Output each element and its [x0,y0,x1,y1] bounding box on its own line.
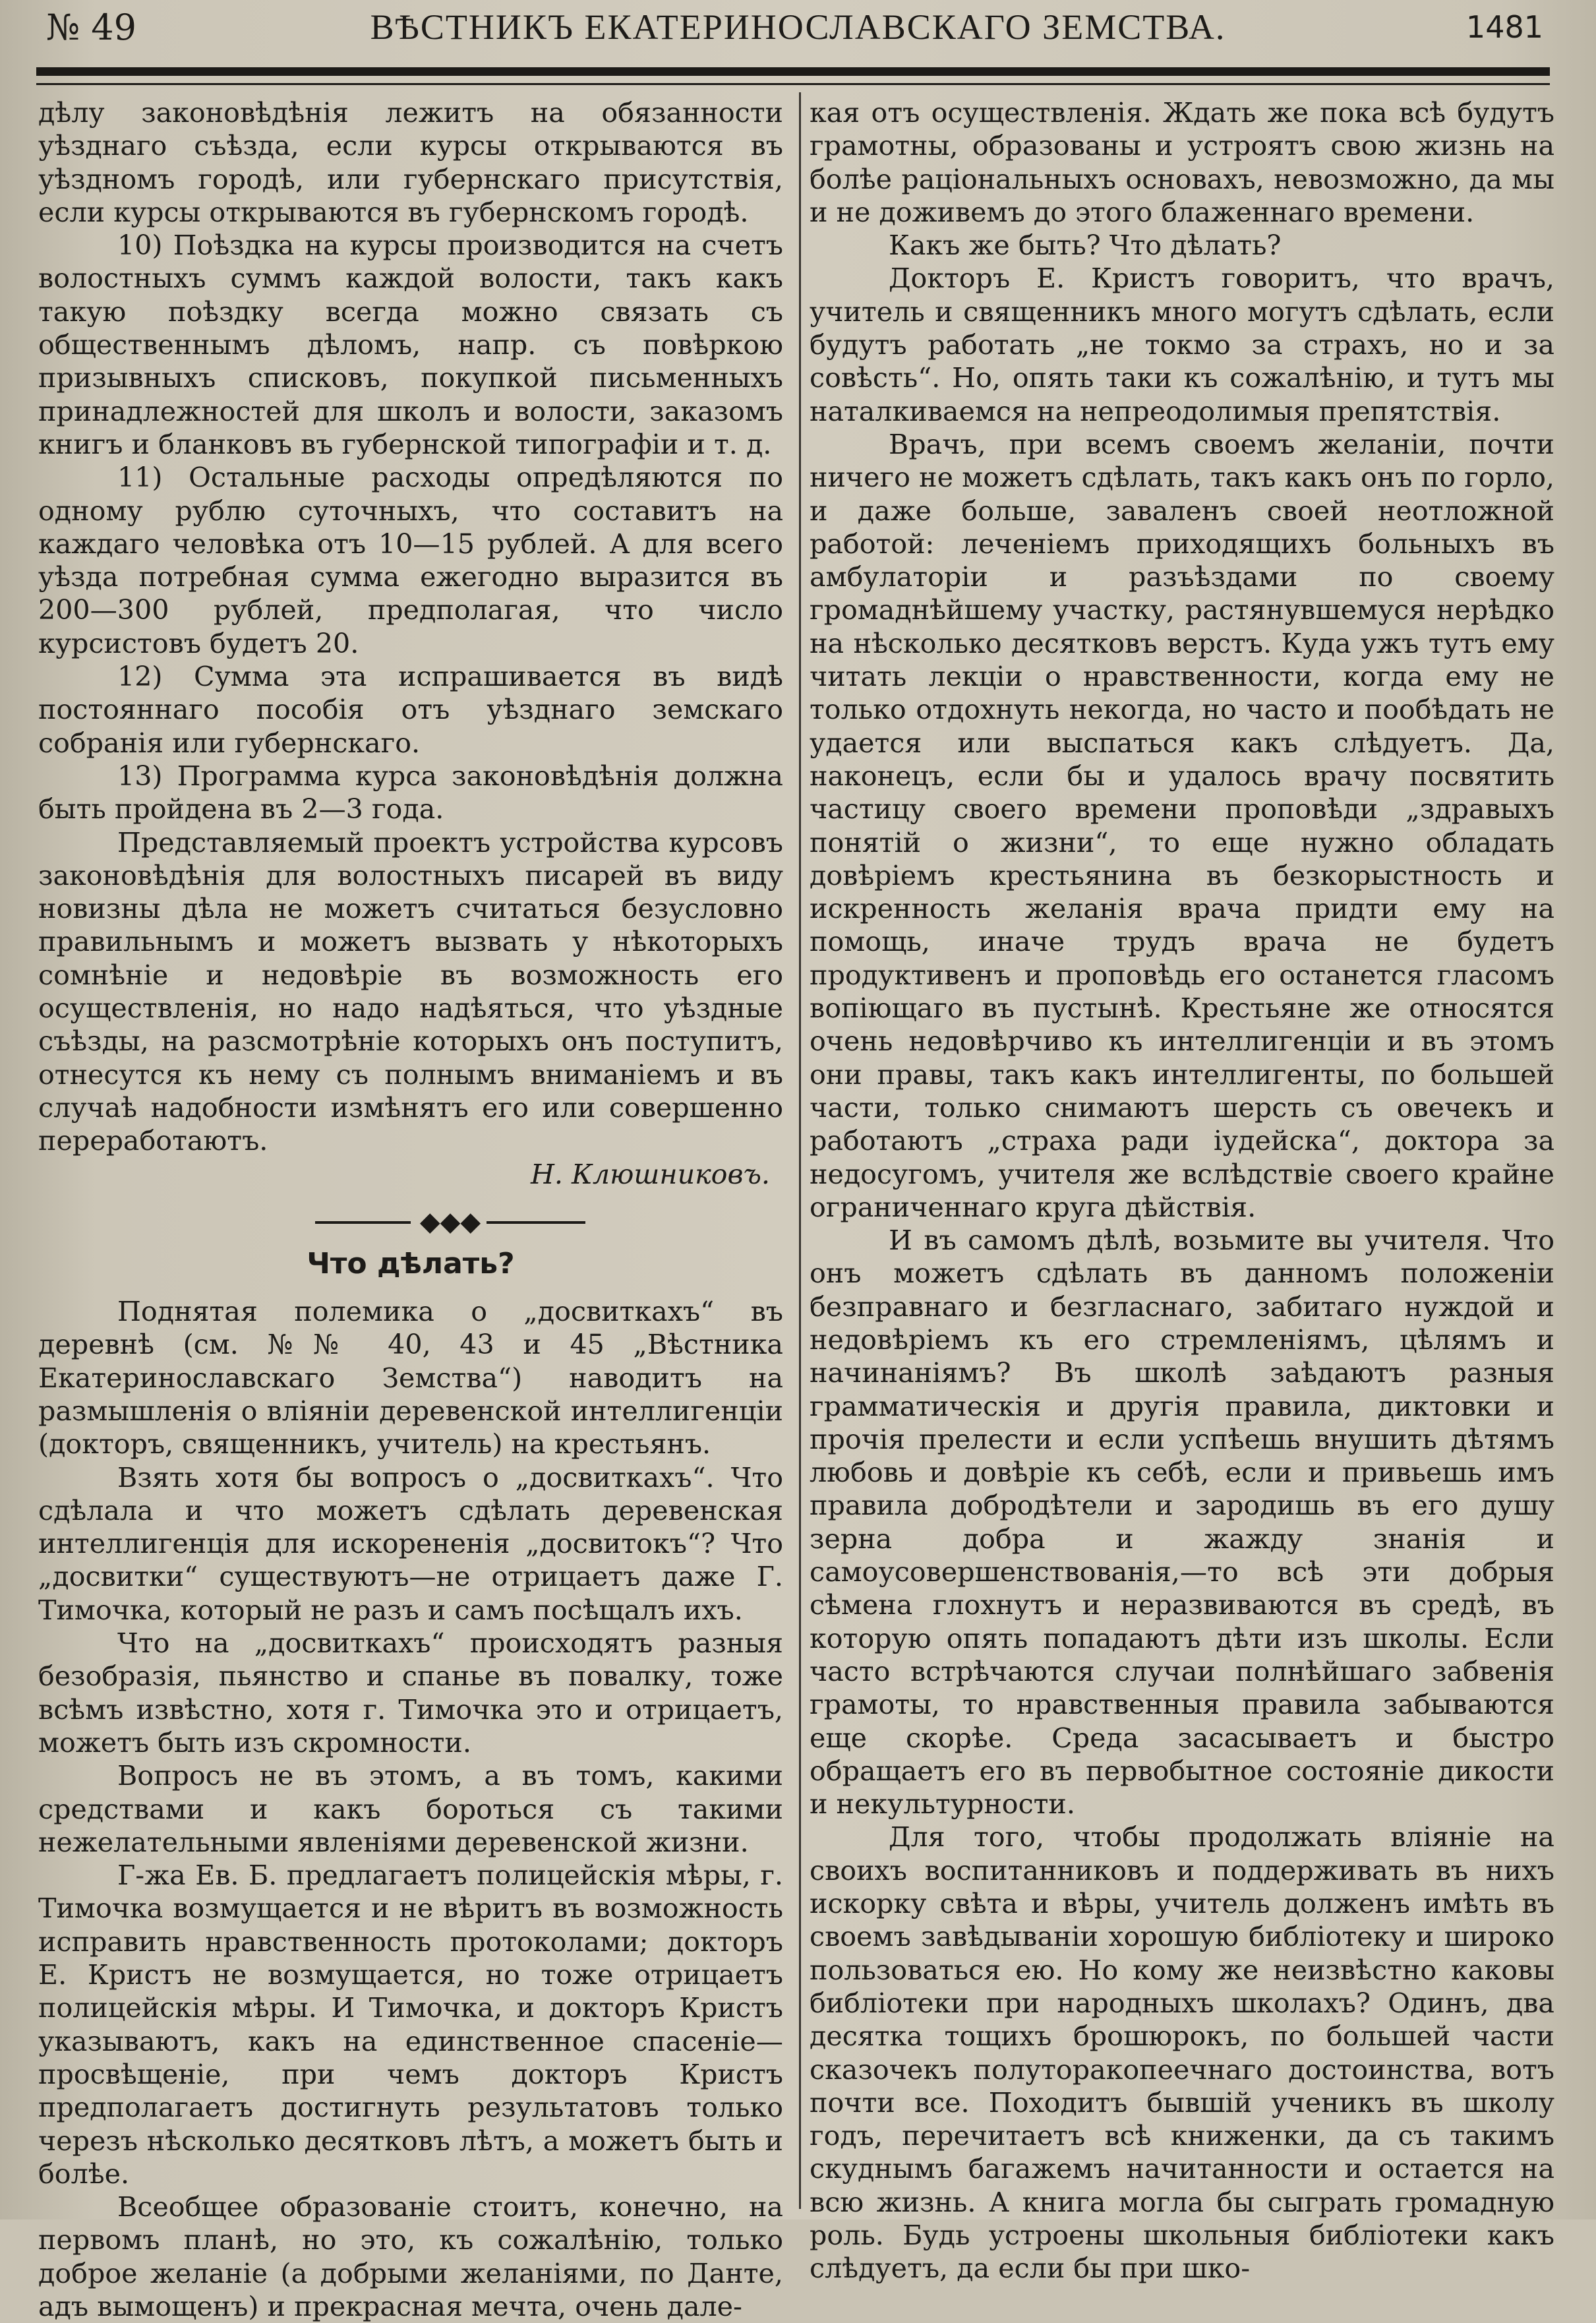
paragraph: Представляемый проектъ устройства курсовъ законовѣдѣнія для волостныхъ писарей въ виду новизны дѣла не можетъ считаться безусловно правильнымъ и можетъ вызвать у нѣкоторыхъ сомнѣніе и недовѣріе въ возможность его осуществленія, но надо надѣяться, что уѣздные съѣзды, на разсмотрѣніе которыхъ онъ поступитъ, отнесутся къ нему съ полнымъ вниманіемъ и въ случаѣ надобности измѣнятъ его или совершенно переработаютъ. [38,826,783,1157]
page-number: 1481 [1465,9,1543,45]
right-column [810,96,1554,2285]
paragraph: Взять хотя бы вопросъ о „досвиткахъ“. Что сдѣлала и что можетъ сдѣлать деревенская интеллигенція для искорененія „досвитокъ“? Что „досвитки“ существуютъ—не отрицаетъ даже Г. Тимочка, который не разъ и самъ посѣщалъ ихъ. [38,1461,783,1626]
paragraph: Докторъ Е. Кристъ говоритъ, что врачъ, учитель и священникъ много могутъ сдѣлать, если будутъ работать „не токмо за страхъ, но и за совѣсть“. Но, опять таки къ сожалѣнію, и тутъ мы наталкиваемся на непреодолимыя препятствія. [810,262,1554,427]
article-title: Что дѣлать? [307,1246,515,1281]
paragraph: Г-жа Ев. Б. предлагаетъ полицейскія мѣры, г. Тимочка возмущается и не вѣритъ въ возможность исправить нравственность протоколами; докторъ Е. Кристъ не возмущается, но тоже отрицаетъ полицейскія мѣры. И Тимочка, и докторъ Кристъ указываютъ, какъ на единственное спасеніе—просвѣщеніе, при чемъ докторъ Кристъ предполагаетъ достигнуть результатовъ только черезъ нѣсколько десятковъ лѣтъ, а можетъ быть и болѣе. [38,1859,783,2190]
author-signature: Н. Клюшниковъ. [530,1158,770,1190]
paragraph: Всеобщее образованіе стоитъ, конечно, на первомъ планѣ, но это, къ сожалѣнію, только доброе желаніе (а добрыми желаніями, по Данте, адъ вымощенъ) и прекрасная мечта, очень дале- [38,2191,783,2322]
page-header [40,4,1556,54]
divider-ornament-icon: ◆◆◆ [419,1206,481,1237]
paragraph: Что на „досвиткахъ“ происходятъ разныя безобразія, пьянство и спанье въ повалку, тоже всѣмъ извѣстно, хотя г. Тимочка это и отрицаетъ, можетъ быть изъ скромности. [38,1627,783,1759]
signature-line [38,1158,783,1191]
paragraph: Врачъ, при всемъ своемъ желаніи, почти ничего не можетъ сдѣлать, такъ какъ онъ по горло, и даже больше, заваленъ своей неотложной работой: леченіемъ приходящихъ больныхъ въ амбулаторіи и разъѣздами по своему громаднѣйшему участку, растянувшемуся нерѣдко на нѣсколько десятковъ верстъ. Куда ужъ тутъ ему читать лекціи о нравственности, когда ему не только отдохнуть некогда, но часто и пообѣдать не удается или выспаться какъ слѣдуетъ. Да, наконецъ, если бы и удалось врачу посвятить частицу своего времени проповѣди „здравыхъ понятій о жизни“, то еще нужно обладать довѣріемъ крестьянина въ безкорыстность и искренность желанія врача придти ему на помощь, иначе трудъ врача не будетъ продуктивенъ и проповѣдь его останется гласомъ вопіющаго въ пустынѣ. Крестьяне же относятся очень недовѣрчиво къ интеллигенціи и въ этомъ они правы, такъ какъ интеллигенты, по большей части, только снимаютъ шерсть съ овечекъ и работаютъ „страха ради іудейска“, доктора за недосугомъ, учителя же вслѣдствіе своего крайне ограниченнаго круга дѣйствія. [810,428,1554,1223]
paragraph: И въ самомъ дѣлѣ, возьмите вы учителя. Что онъ можетъ сдѣлать въ данномъ положеніи безправнаго и безгласнаго, забитаго нуждой и недовѣріемъ къ его стремленіямъ, цѣлямъ и начинаніямъ? Въ школѣ заѣдаютъ разныя грамматическія и другія правила, диктовки и прочія прелести и если успѣешь внушить дѣтямъ любовь и довѣріе къ себѣ, если и привьешь имъ правила добродѣтели и зародишь въ его душу зерна добра и жажду знанія и самоусовершенствованія,—то всѣ эти добрыя сѣмена глохнутъ и неразвиваются въ средѣ, въ которую опять попадаютъ дѣти изъ школы. Если часто встрѣчаются случаи полнѣйшаго забвенія грамоты, то нравственныя правила забываются еще скорѣе. Среда засасываетъ и быстро обращаетъ его въ первобытное состояніе дикости и некультурности. [810,1224,1554,1821]
paragraph: 11) Остальные расходы опредѣляются по одному рублю суточныхъ, что составитъ на каждаго человѣка отъ 10—15 рублей. А для всего уѣзда потребная сумма ежегодно выразится въ 200—300 рублей, предполагая, что число курсистовъ будетъ 20. [38,462,783,659]
paragraph: Вопросъ не въ этомъ, а въ томъ, какими средствами и какъ бороться съ такими нежелательными явленіями деревенской жизни. [38,1760,783,1858]
column-divider [799,92,801,2209]
paragraph: Для того, чтобы продолжать вліяніе на своихъ воспитанниковъ и поддерживать въ нихъ искорку свѣта и вѣры, учитель долженъ имѣть въ своемъ завѣдываніи хорошую библіотеку и широко пользоваться ею. Но кому же неизвѣстно каковы библіотеки при народныхъ школахъ? Одинъ, два десятка тощихъ брошюрокъ, по большей части сказочекъ полуторакопеечнаго достоинства, вотъ почти все. Походитъ бывшій ученикъ въ школу годъ, перечитаетъ всѣ книженки, да съ такимъ скуднымъ багажемъ начитанности и остается на всю жизнь. А книга могла бы сыграть громадную роль. Будь устроены школьныя библіотеки какъ слѣдуетъ, да если бы при шко- [810,1821,1554,2285]
header-rule-thick [36,67,1550,76]
divider-line-right [487,1221,585,1224]
paragraph: Поднятая полемика о „досвиткахъ“ въ деревнѣ (см. №№ 40, 43 и 45 „Вѣстника Екатеринославскаго Земства“) наводитъ на размышленія о вліяніи деревенской интеллигенціи (докторъ, священникъ, учитель) на крестьянъ. [38,1296,783,1461]
paragraph: кая отъ осуществленія. Ждать же пока всѣ будутъ грамотны, образованы и устроятъ свою жизнь на болѣе раціональныхъ основахъ, невозможно, да мы и не доживемъ до этого блаженнаго времени. [810,97,1554,228]
divider-line-left [315,1221,411,1224]
paragraph: 10) Поѣздка на курсы производится на счетъ волостныхъ суммъ каждой волости, такъ какъ такую поѣздку всегда можно связать съ общественнымъ дѣломъ, напр. съ повѣркою призывныхъ списковъ, покупкой письменныхъ принадлежностей для школъ и волости, заказомъ книгъ и бланковъ въ губернской типографіи и т. д. [38,229,783,460]
paragraph: 13) Программа курса законовѣдѣнія должна быть пройдена въ 2—3 года. [38,760,783,826]
paragraph: Какъ же быть? Что дѣлать? [889,229,1282,262]
paragraph: дѣлу законовѣдѣнія лежитъ на обязанности уѣзднаго съѣзда, если курсы открываются въ уѣздномъ городѣ, или губернскаго присутствія, если курсы открываются въ губернскомъ городѣ. [38,97,783,228]
section-divider [38,1205,783,1238]
left-column [38,96,783,2323]
journal-title: ВѢСТНИКЪ ЕКАТЕРИНОСЛАВСКАГО ЗЕМСТВА. [370,7,1226,47]
issue-number: № 49 [46,7,136,48]
header-rule-thin [36,83,1550,85]
paragraph: 12) Сумма эта испрашивается въ видѣ постояннаго пособія отъ уѣзднаго земскаго собранія или губернскаго. [38,661,783,759]
